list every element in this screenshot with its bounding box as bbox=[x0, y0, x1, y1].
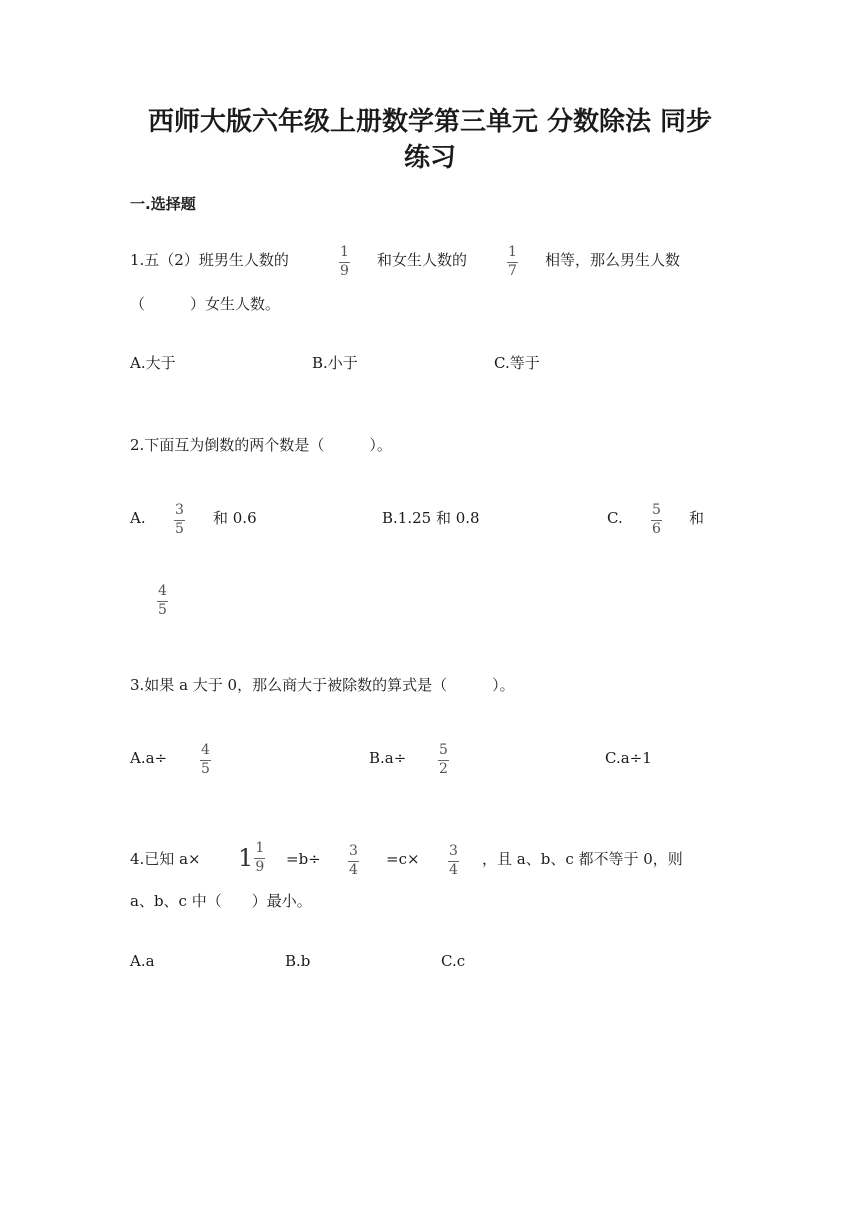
fraction-numerator: 3 bbox=[175, 502, 184, 518]
q3-stem: 3.如果 a 大于 0，那么商大于被除数的算式是（ ）。 bbox=[130, 676, 515, 694]
q2-option-a-label: A. bbox=[130, 509, 146, 527]
q4-text-line2: a、b、c 中（ ）最小。 bbox=[130, 892, 312, 910]
fraction-denominator: 4 bbox=[349, 862, 358, 878]
mixed-fraction bbox=[254, 841, 265, 875]
fraction-denominator: 7 bbox=[508, 263, 517, 279]
fraction-numerator: 5 bbox=[439, 742, 448, 758]
q4-text-part3: =c× bbox=[386, 850, 420, 868]
q2-option-c-fraction bbox=[651, 503, 662, 537]
q3-option-b-fraction bbox=[438, 743, 449, 777]
q3-option-c: C.a÷1 bbox=[605, 749, 652, 767]
q2-option-a-fraction bbox=[174, 503, 185, 537]
fraction-numerator: 3 bbox=[449, 843, 458, 859]
q4-text-part1: 4.已知 a× bbox=[130, 850, 201, 868]
page-title: 西师大版六年级上册数学第三单元 分数除法 同步 bbox=[147, 107, 713, 137]
q1-fraction-1-9 bbox=[339, 245, 350, 279]
q4-option-c: C.c bbox=[441, 952, 466, 970]
q4-text-part4: ，且 a、b、c 都不等于 0，则 bbox=[482, 850, 683, 868]
fraction-denominator: 9 bbox=[340, 263, 349, 279]
q2-option-c-rest: 和 bbox=[689, 509, 705, 527]
q4-option-b: B.b bbox=[285, 952, 311, 970]
q4-text-part2: =b÷ bbox=[286, 850, 321, 868]
q4-mixed-number bbox=[238, 841, 265, 875]
q4-fraction-3-4-b bbox=[448, 844, 459, 878]
q1-option-b: B.小于 bbox=[312, 354, 358, 372]
fraction-denominator: 6 bbox=[652, 521, 661, 537]
q3-option-a-fraction bbox=[200, 743, 211, 777]
fraction-numerator: 4 bbox=[158, 583, 167, 599]
q2-option-b: B.1.25 和 0.8 bbox=[382, 509, 480, 527]
fraction-numerator: 4 bbox=[201, 742, 210, 758]
fraction-numerator: 5 bbox=[652, 502, 661, 518]
section-heading: 一.选择题 bbox=[130, 195, 196, 213]
q2-stem: 2.下面互为倒数的两个数是（ ）。 bbox=[130, 436, 392, 454]
fraction-numerator: 1 bbox=[508, 244, 517, 260]
page-title-line2: 练习 bbox=[403, 143, 456, 173]
fraction-numerator: 1 bbox=[340, 244, 349, 260]
mixed-whole: 1 bbox=[238, 844, 254, 872]
q3-option-a-label: A.a÷ bbox=[130, 749, 168, 767]
fraction-denominator: 4 bbox=[449, 862, 458, 878]
q1-text-line2: （ ）女生人数。 bbox=[130, 295, 281, 313]
q4-option-a: A.a bbox=[130, 952, 155, 970]
q4-fraction-3-4-a bbox=[348, 844, 359, 878]
q1-option-a: A.大于 bbox=[130, 354, 176, 372]
fraction-denominator: 9 bbox=[255, 859, 265, 875]
q1-text-part2: 和女生人数的 bbox=[377, 251, 468, 269]
q2-option-c-label: C. bbox=[607, 509, 623, 527]
fraction-numerator: 3 bbox=[349, 843, 358, 859]
q3-option-b-label: B.a÷ bbox=[369, 749, 407, 767]
q1-text-part1: 1.五（2）班男生人数的 bbox=[130, 251, 289, 269]
fraction-denominator: 5 bbox=[175, 521, 184, 537]
q2-option-c-fraction-2 bbox=[157, 584, 168, 618]
fraction-denominator: 2 bbox=[439, 761, 448, 777]
q1-fraction-1-7 bbox=[507, 245, 518, 279]
fraction-denominator: 5 bbox=[158, 602, 167, 618]
q1-text-part3: 相等，那么男生人数 bbox=[545, 251, 681, 269]
q2-option-a-rest: 和 0.6 bbox=[213, 509, 257, 527]
fraction-denominator: 5 bbox=[201, 761, 210, 777]
q1-option-c: C.等于 bbox=[494, 354, 540, 372]
fraction-numerator: 1 bbox=[255, 840, 265, 856]
